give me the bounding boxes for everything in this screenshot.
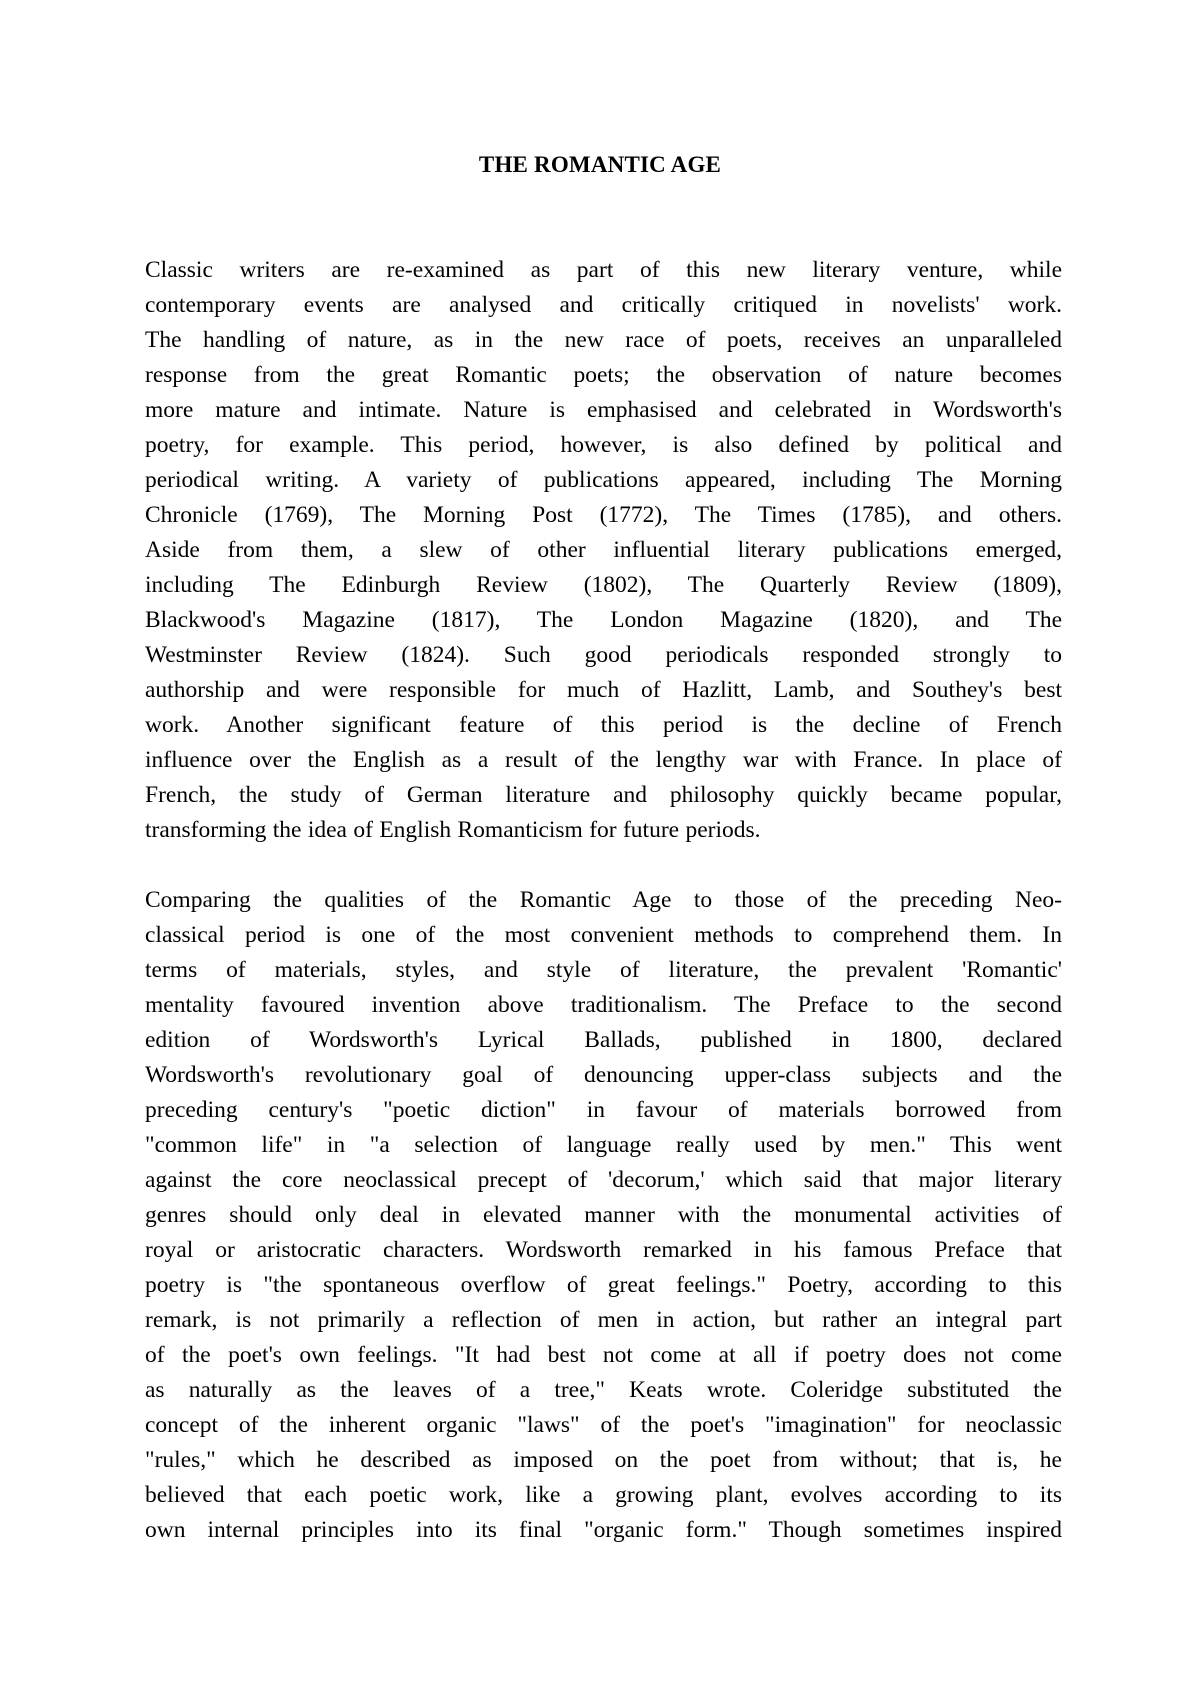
text-line: poetry is "the spontaneous overflow of great feelings." Poetry, according to this [145, 1272, 1062, 1298]
text-line: work. Another significant feature of this period is the decline of French [145, 712, 1062, 738]
text-line: believed that each poetic work, like a growing plant, evolves according to its [145, 1482, 1062, 1508]
paragraph [145, 253, 1062, 848]
text-line: more mature and intimate. Nature is emphasised and celebrated in Wordsworth's [145, 397, 1062, 423]
text-line: French, the study of German literature and philosophy quickly became popular, [145, 782, 1062, 808]
text-line: The handling of nature, as in the new race of poets, receives an unparalleled [145, 327, 1062, 353]
text-line: contemporary events are analysed and critically critiqued in novelists' work. [145, 292, 1062, 318]
text-line: response from the great Romantic poets; the observation of nature becomes [145, 362, 1062, 388]
text-line: edition of Wordsworth's Lyrical Ballads, published in 1800, declared [145, 1027, 1062, 1053]
text-line: poetry, for example. This period, however, is also defined by political and [145, 432, 1062, 458]
text-line: periodical writing. A variety of publications appeared, including The Morning [145, 467, 1062, 493]
paragraph [145, 883, 1062, 1548]
text-line: transforming the idea of English Romanticism for future periods. [145, 817, 761, 843]
text-line: of the poet's own feelings. "It had best not come at all if poetry does not come [145, 1342, 1062, 1368]
text-line: classical period is one of the most convenient methods to comprehend them. In [145, 922, 1062, 948]
page-title: THE ROMANTIC AGE [478, 152, 722, 177]
text-line: Comparing the qualities of the Romantic Age to those of the preceding Neo- [145, 887, 1062, 913]
text-line: terms of materials, styles, and style of literature, the prevalent 'Romantic' [145, 957, 1062, 983]
text-line: Wordsworth's revolutionary goal of denouncing upper-class subjects and the [145, 1062, 1062, 1088]
text-line: own internal principles into its final "organic form." Though sometimes inspired [145, 1517, 1062, 1543]
text-line: including The Edinburgh Review (1802), The Quarterly Review (1809), [145, 572, 1062, 598]
text-line: Blackwood's Magazine (1817), The London Magazine (1820), and The [145, 607, 1062, 633]
text-line: royal or aristocratic characters. Wordsworth remarked in his famous Preface that [145, 1237, 1062, 1263]
document-body [145, 253, 1062, 1548]
text-line: Aside from them, a slew of other influential literary publications emerged, [145, 537, 1062, 563]
text-line: influence over the English as a result of the lengthy war with France. In place of [145, 747, 1062, 773]
text-line: concept of the inherent organic "laws" of the poet's "imagination" for neoclassic [145, 1412, 1062, 1438]
text-line: mentality favoured invention above traditionalism. The Preface to the second [145, 992, 1062, 1018]
text-line: "rules," which he described as imposed on the poet from without; that is, he [145, 1447, 1062, 1473]
text-line: authorship and were responsible for much of Hazlitt, Lamb, and Southey's best [145, 677, 1062, 703]
text-line: Westminster Review (1824). Such good periodicals responded strongly to [145, 642, 1062, 668]
text-line: as naturally as the leaves of a tree," Keats wrote. Coleridge substituted the [145, 1377, 1062, 1403]
text-line: Classic writers are re-examined as part of this new literary venture, while [145, 257, 1062, 283]
text-line: genres should only deal in elevated manner with the monumental activities of [145, 1202, 1062, 1228]
text-line: preceding century's "poetic diction" in favour of materials borrowed from [145, 1097, 1062, 1123]
text-line: "common life" in "a selection of language really used by men." This went [145, 1132, 1062, 1158]
text-line: against the core neoclassical precept of 'decorum,' which said that major literary [145, 1167, 1062, 1193]
text-line: remark, is not primarily a reflection of men in action, but rather an integral part [145, 1307, 1062, 1333]
text-line: Chronicle (1769), The Morning Post (1772), The Times (1785), and others. [145, 502, 1062, 528]
